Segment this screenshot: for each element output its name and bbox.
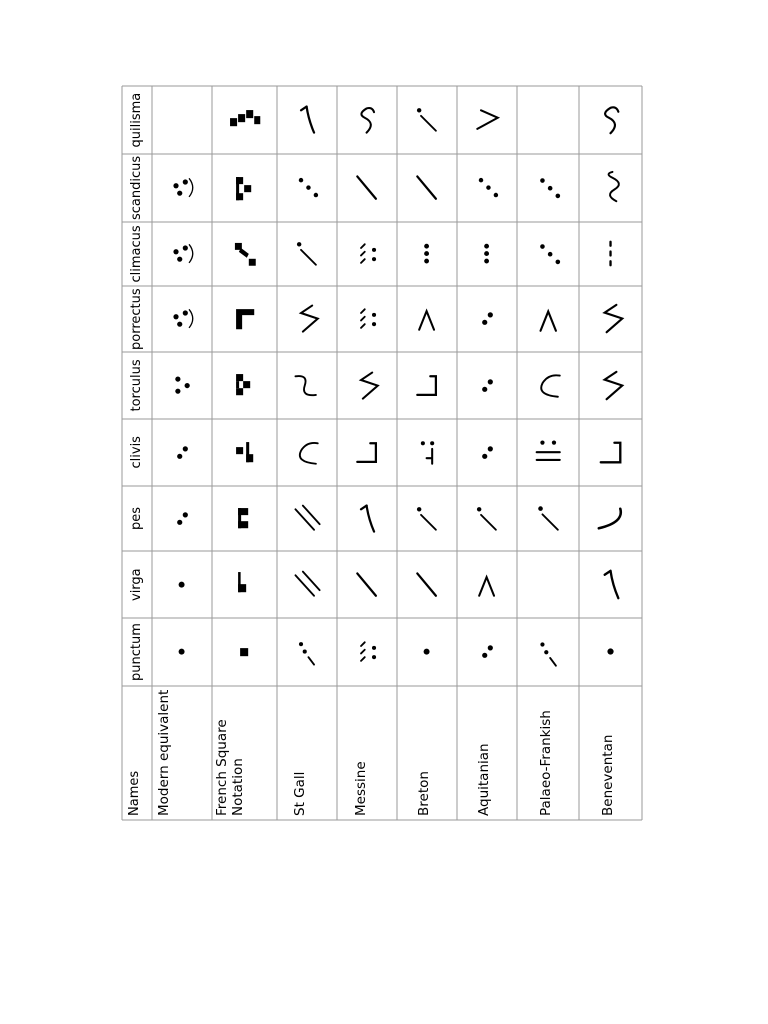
column-header-names: Names <box>127 770 142 816</box>
neume-beneventan-scandicus <box>591 168 630 207</box>
neume-aquitanian-punctum <box>468 633 505 670</box>
neume-aquitanian-scandicus <box>468 169 505 206</box>
row-label-st-gall: St Gall <box>292 771 308 816</box>
neume-beneventan-porrectus <box>591 299 630 338</box>
column-header-quilisma: quilisma <box>129 92 144 148</box>
neume-st-gall-porrectus <box>288 300 325 337</box>
row-label-messine: Messine <box>353 761 369 816</box>
neume-beneventan-climacus <box>591 234 630 273</box>
neume-modern-equivalent-scandicus <box>163 169 200 206</box>
neume-st-gall-virga <box>288 566 325 603</box>
neume-messine-punctum <box>348 633 385 670</box>
neume-notation-table <box>122 86 642 820</box>
neume-french-square-climacus <box>225 234 265 274</box>
neume-messine-porrectus <box>348 300 385 337</box>
neume-palaeo-frankish-torculus <box>529 366 567 404</box>
neume-beneventan-virga <box>591 565 630 604</box>
column-header-pes: pes <box>129 506 144 530</box>
neume-modern-equivalent-torculus <box>163 367 200 404</box>
column-header-clivis: clivis <box>129 436 144 469</box>
row-label-palaeo-frankish: Palaeo-Frankish <box>538 710 554 816</box>
neume-aquitanian-torculus <box>468 367 505 404</box>
neume-breton-quilisma <box>408 101 445 138</box>
neume-beneventan-pes <box>591 499 630 538</box>
neume-st-gall-quilisma <box>288 101 325 138</box>
neume-french-square-quilisma <box>224 100 264 140</box>
row-label-breton: Breton <box>416 771 432 816</box>
neume-messine-climacus <box>348 235 385 272</box>
neume-breton-torculus <box>408 367 445 404</box>
neume-aquitanian-porrectus <box>468 300 505 337</box>
neume-modern-equivalent-clivis <box>163 434 200 471</box>
neume-messine-virga <box>348 566 385 603</box>
neume-french-square-punctum <box>224 632 264 672</box>
neume-messine-quilisma <box>348 101 385 138</box>
neume-breton-porrectus <box>408 300 445 337</box>
neume-french-square-pes <box>224 498 264 538</box>
neume-palaeo-frankish-porrectus <box>529 300 567 338</box>
neume-modern-equivalent-porrectus <box>163 300 200 337</box>
column-header-scandicus: scandicus <box>129 155 144 220</box>
row-label-french-square-line-2: Notation <box>230 758 246 816</box>
neume-breton-climacus <box>408 235 445 272</box>
neume-breton-pes <box>408 500 445 537</box>
neume-beneventan-clivis <box>591 433 630 472</box>
column-header-torculus: torculus <box>129 359 144 412</box>
neume-palaeo-frankish-scandicus <box>529 169 567 207</box>
neume-messine-pes <box>348 500 385 537</box>
neume-aquitanian-virga <box>468 566 505 603</box>
neume-aquitanian-pes <box>468 500 505 537</box>
neume-french-square-porrectus <box>224 299 264 339</box>
row-label-french-square-line-1: French Square <box>214 719 230 816</box>
column-header-climacus: climacus <box>129 225 144 283</box>
neume-beneventan-quilisma <box>591 100 630 139</box>
column-header-porrectus: porrectus <box>129 288 144 350</box>
neume-modern-equivalent-punctum <box>163 633 200 670</box>
neume-breton-punctum <box>408 633 445 670</box>
neume-messine-torculus <box>348 367 385 404</box>
neume-breton-virga <box>408 566 445 603</box>
neume-st-gall-scandicus <box>288 169 325 206</box>
row-label-beneventan: Beneventan <box>600 734 616 816</box>
column-header-virga: virga <box>129 568 144 601</box>
neume-palaeo-frankish-punctum <box>529 633 567 671</box>
neume-st-gall-torculus <box>288 367 325 404</box>
neume-modern-equivalent-climacus <box>163 235 200 272</box>
column-header-punctum: punctum <box>129 623 144 681</box>
neume-st-gall-pes <box>288 500 325 537</box>
neume-st-gall-clivis <box>288 434 325 471</box>
neume-messine-scandicus <box>348 169 385 206</box>
row-label-aquitanian: Aquitanian <box>476 743 492 816</box>
neume-breton-clivis <box>408 434 445 471</box>
neume-beneventan-punctum <box>591 632 630 671</box>
neume-palaeo-frankish-climacus <box>529 235 567 273</box>
row-label-modern-equivalent: Modern equivalent <box>156 689 172 816</box>
neume-french-square-scandicus <box>224 168 264 208</box>
neume-breton-scandicus <box>408 169 445 206</box>
neume-palaeo-frankish-clivis <box>529 433 567 471</box>
neume-st-gall-climacus <box>288 235 325 272</box>
neume-french-square-torculus <box>224 365 264 405</box>
neume-modern-equivalent-pes <box>163 500 200 537</box>
neume-beneventan-torculus <box>591 366 630 405</box>
neume-aquitanian-climacus <box>468 235 505 272</box>
neume-st-gall-punctum <box>288 633 325 670</box>
neume-french-square-clivis <box>224 432 264 472</box>
neume-messine-clivis <box>348 434 385 471</box>
neume-palaeo-frankish-pes <box>529 499 567 537</box>
neume-modern-equivalent-virga <box>163 566 200 603</box>
neume-aquitanian-quilisma <box>468 101 505 138</box>
neume-french-square-virga <box>224 564 264 604</box>
neume-aquitanian-clivis <box>468 434 505 471</box>
